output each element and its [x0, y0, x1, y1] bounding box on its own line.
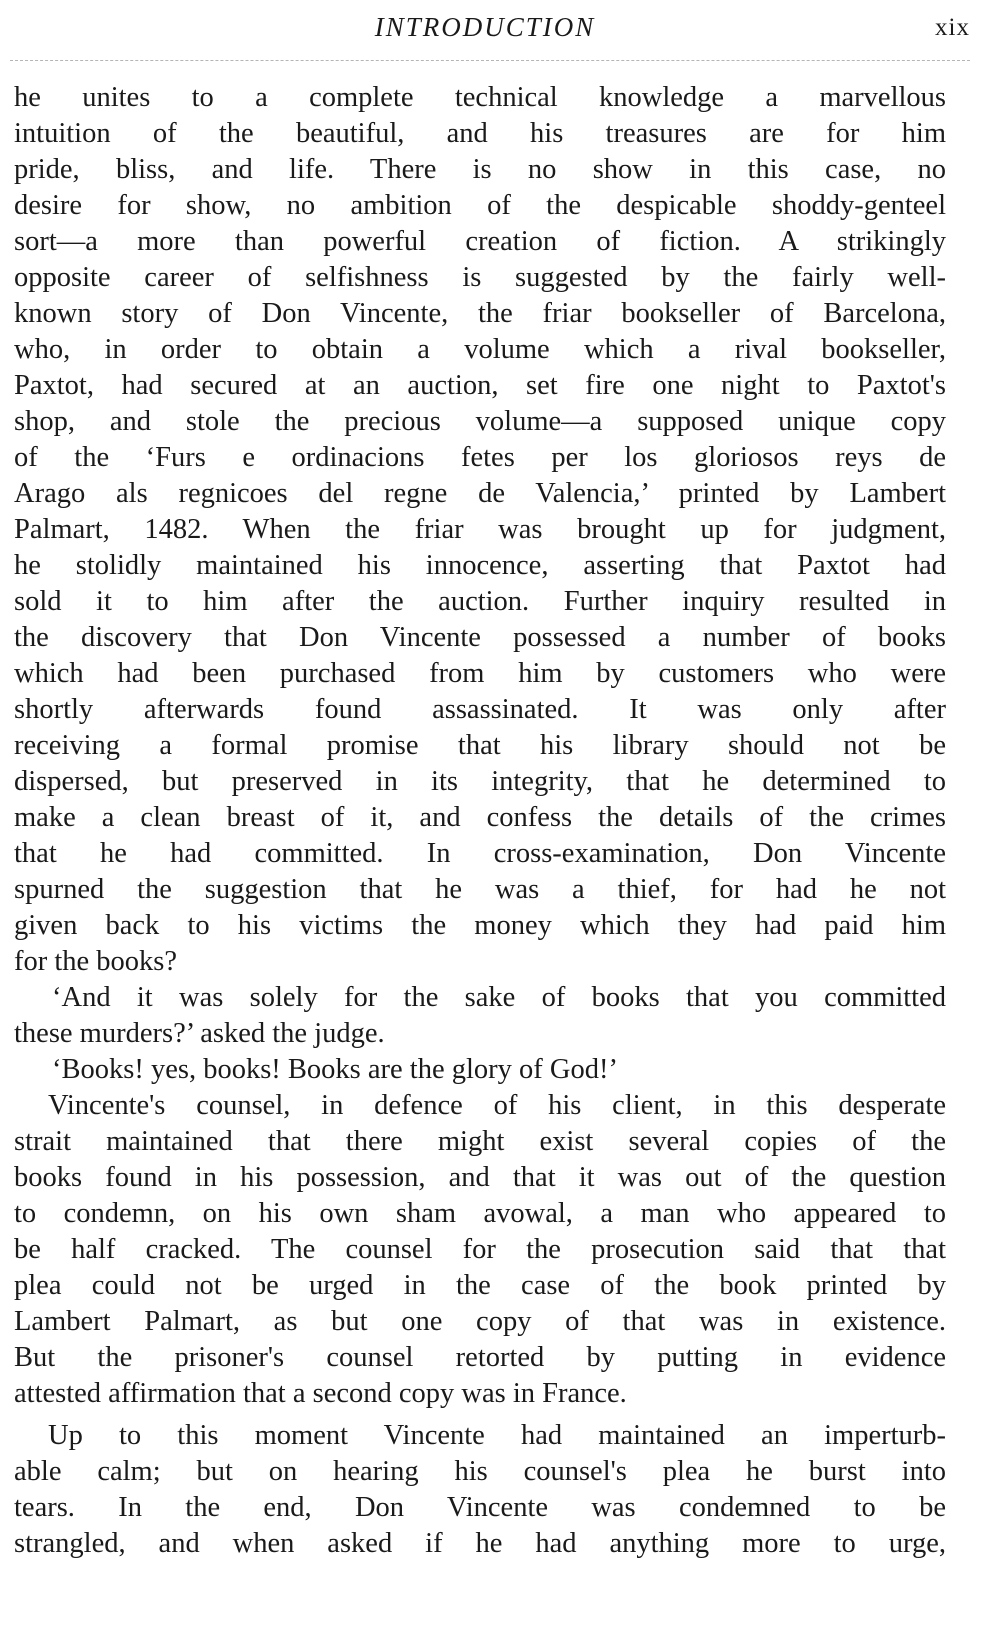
text-line: Up to this moment Vincente had maintained an imperturb-	[48, 1420, 946, 1451]
text-line: Lambert Palmart, as but one copy of that was in existence.	[14, 1306, 946, 1337]
text-line: given back to his victims the money which they had paid him	[14, 910, 946, 941]
text-line: plea could not be urged in the case of the book printed by	[14, 1270, 946, 1301]
text-line: sort—a more than powerful creation of fiction. A strikingly	[14, 226, 946, 257]
text-line: which had been purchased from him by customers who were	[14, 658, 946, 689]
text-line: intuition of the beautiful, and his treasures are for him	[14, 118, 946, 149]
text-line: able calm; but on hearing his counsel's plea he burst into	[14, 1456, 946, 1487]
text-line: opposite career of selfishness is suggested by the fairly well-	[14, 262, 946, 293]
text-line: these murders?’ asked the judge.	[14, 1018, 385, 1049]
text-line: to condemn, on his own sham avowal, a man who appeared to	[14, 1198, 946, 1229]
text-line: shop, and stole the precious volume—a supposed unique copy	[14, 406, 946, 437]
text-line: Arago als regnicoes del regne de Valencia,’ printed by Lambert	[14, 478, 946, 509]
text-line: sold it to him after the auction. Further inquiry resulted in	[14, 586, 946, 617]
header-rule	[10, 60, 970, 61]
text-line: Palmart, 1482. When the friar was brought up for judgment,	[14, 514, 946, 545]
text-line: spurned the suggestion that he was a thief, for had he not	[14, 874, 946, 905]
text-line: pride, bliss, and life. There is no show in this case, no	[14, 154, 946, 185]
page-number: xix	[935, 14, 970, 41]
text-line: Vincente's counsel, in defence of his client, in this desperate	[48, 1090, 946, 1121]
running-head	[0, 12, 1000, 48]
body-text	[14, 80, 946, 1562]
text-line: that he had committed. In cross-examination, Don Vincente	[14, 838, 946, 869]
text-line: he unites to a complete technical knowledge a marvellous	[14, 82, 946, 113]
text-line: strait maintained that there might exist several copies of the	[14, 1126, 946, 1157]
text-line: receiving a formal promise that his library should not be	[14, 730, 946, 761]
text-line: Paxtot, had secured at an auction, set fire one night to Paxtot's	[14, 370, 946, 401]
text-line: be half cracked. The counsel for the prosecution said that that	[14, 1234, 946, 1265]
running-title: INTRODUCTION	[374, 12, 596, 42]
text-line: ‘Books! yes, books! Books are the glory of God!’	[52, 1054, 618, 1085]
text-line: desire for show, no ambition of the despicable shoddy-genteel	[14, 190, 946, 221]
text-line: who, in order to obtain a volume which a rival bookseller,	[14, 334, 946, 365]
text-line: for the books?	[14, 946, 178, 977]
text-line: tears. In the end, Don Vincente was condemned to be	[14, 1492, 946, 1523]
text-line: he stolidly maintained his innocence, asserting that Paxtot had	[14, 550, 946, 581]
text-line: the discovery that Don Vincente possessed a number of books	[14, 622, 946, 653]
text-line: attested affirmation that a second copy was in France.	[14, 1378, 627, 1409]
text-line: But the prisoner's counsel retorted by putting in evidence	[14, 1342, 946, 1373]
text-line: books found in his possession, and that it was out of the question	[14, 1162, 946, 1193]
text-line: strangled, and when asked if he had anything more to urge,	[14, 1528, 946, 1559]
text-line: ‘And it was solely for the sake of books that you committed	[52, 982, 946, 1013]
text-line: make a clean breast of it, and confess the details of the crimes	[14, 802, 946, 833]
text-line: known story of Don Vincente, the friar bookseller of Barcelona,	[14, 298, 946, 329]
text-line: dispersed, but preserved in its integrity, that he determined to	[14, 766, 946, 797]
text-line: shortly afterwards found assassinated. It was only after	[14, 694, 946, 725]
text-line: of the ‘Furs e ordinacions fetes per los gloriosos reys de	[14, 442, 946, 473]
